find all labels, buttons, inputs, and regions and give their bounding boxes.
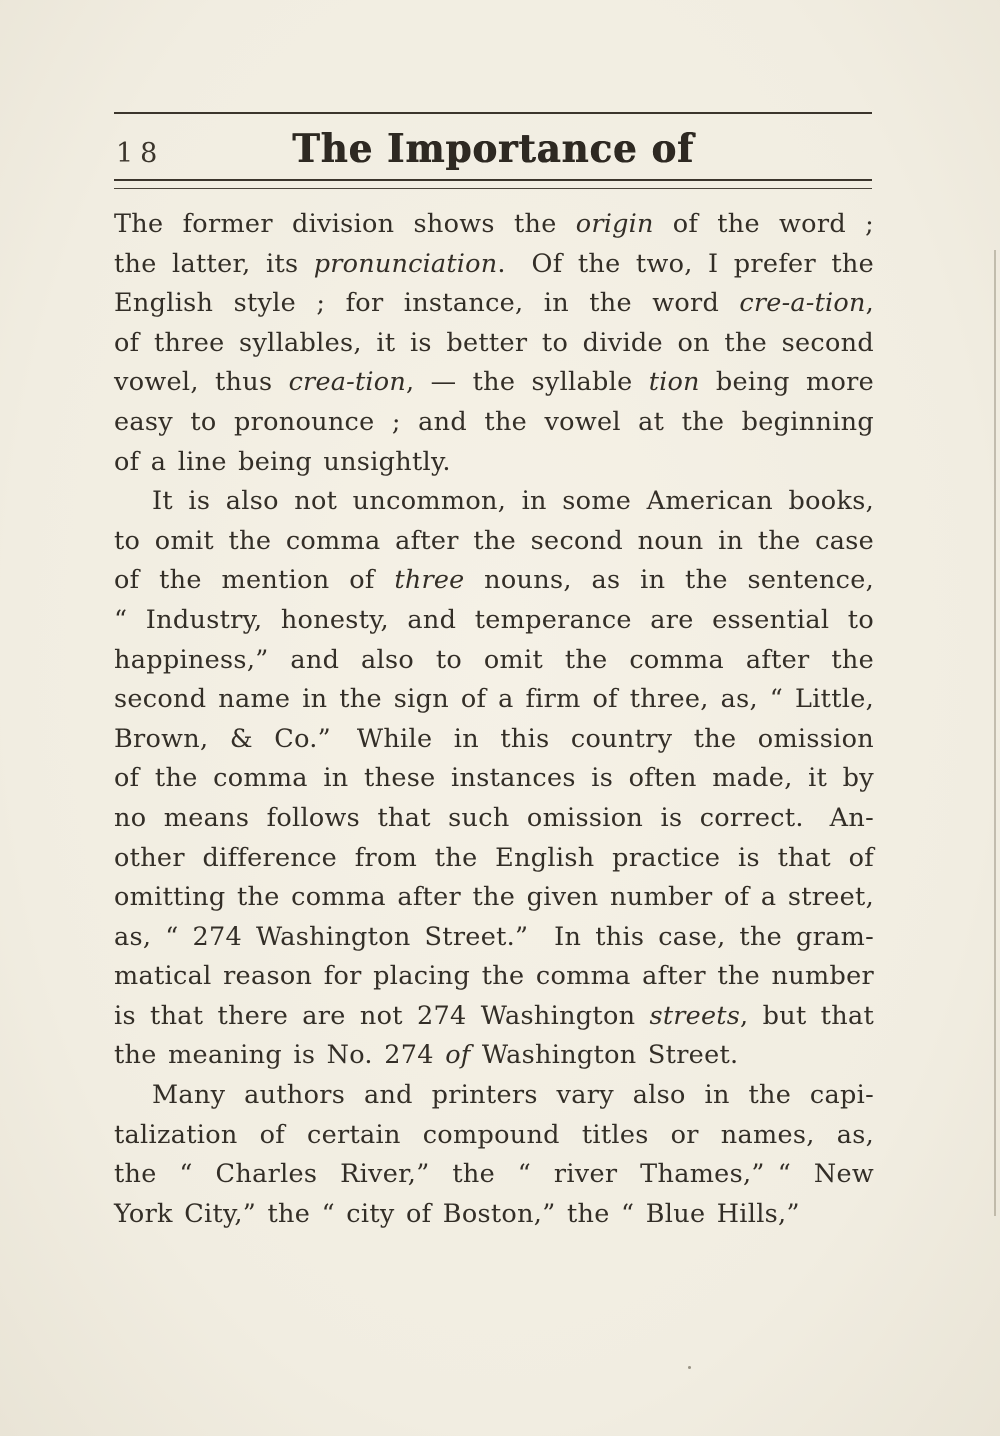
text-segment: York City,” the “ city of Boston,” the “ Blue Hills,”	[114, 1198, 800, 1229]
text-line	[114, 799, 874, 839]
text-segment: , but that	[740, 1000, 874, 1031]
text-segment: the latter, its	[114, 248, 314, 279]
text-line	[114, 918, 874, 958]
text-line	[114, 720, 874, 760]
text-segment: the meaning is No. 274	[114, 1040, 446, 1071]
text-line	[114, 403, 874, 443]
text-line	[114, 997, 874, 1037]
text-segment: talization of certain compound titles or names, as,	[114, 1119, 874, 1150]
text-segment: no means follows that such omission is correct. An-	[114, 802, 874, 833]
text-segment: The former division shows the	[114, 209, 576, 239]
header-bottom-rule	[114, 179, 872, 189]
text-segment: omitting the comma after the given number of a street,	[114, 882, 874, 913]
text-line	[114, 680, 874, 720]
text-segment: ,	[865, 288, 874, 319]
text-segment: English style ; for instance, in the word	[114, 288, 740, 319]
text-segment: vowel, thus	[114, 367, 289, 398]
text-line	[114, 759, 874, 799]
text-line	[114, 363, 874, 403]
text-segment: of the comma in these instances is often made, it by	[114, 763, 874, 794]
italic-text-segment: tion	[648, 367, 700, 398]
italic-text-segment: three	[394, 565, 465, 596]
text-segment: of a line being unsightly.	[114, 446, 451, 477]
text-segment: “ Industry, honesty, and temperance are essential to	[114, 604, 874, 635]
page-header	[114, 124, 872, 176]
italic-text-segment: streets	[649, 1000, 740, 1031]
scan-artifact-speck	[688, 1366, 691, 1369]
text-line	[114, 1195, 874, 1235]
running-title: The Importance of	[292, 124, 694, 172]
paragraph	[114, 482, 874, 1076]
text-segment: other difference from the English practice is that of	[114, 842, 874, 873]
text-line	[114, 1155, 874, 1195]
text-line	[114, 522, 874, 562]
text-segment: happiness,” and also to omit the comma after the	[114, 644, 874, 675]
text-line	[114, 482, 874, 522]
text-line	[114, 641, 874, 681]
text-line	[114, 839, 874, 879]
text-segment: of three syllables, it is better to divide on the second	[114, 327, 874, 358]
text-line	[114, 324, 874, 364]
page-body	[114, 205, 874, 1234]
text-line	[114, 601, 874, 641]
text-segment: matical reason for placing the comma after the number	[114, 961, 874, 992]
text-segment: second name in the sign of a firm of three, as, “ Little,	[114, 684, 874, 715]
text-line	[114, 205, 874, 245]
text-line	[114, 1076, 874, 1116]
italic-text-segment: origin	[575, 209, 654, 239]
text-line	[114, 443, 874, 483]
text-segment: Washington Street.	[470, 1040, 739, 1071]
text-line	[114, 1116, 874, 1156]
page-number: 18	[116, 138, 165, 169]
text-segment: the “ Charles River,” the “ river Thames,” “ New	[114, 1159, 874, 1190]
text-line	[114, 1036, 874, 1076]
text-segment: is that there are not 274 Washington	[114, 1000, 650, 1031]
italic-text-segment: cre-a-tion	[739, 288, 866, 319]
text-line	[114, 561, 874, 601]
text-segment: of the word ;	[653, 209, 874, 239]
text-segment: Many authors and printers vary also in the capi-	[152, 1080, 874, 1111]
text-line	[114, 284, 874, 324]
paragraph	[114, 1076, 874, 1234]
text-segment: It is also not uncommon, in some American books,	[152, 486, 874, 517]
text-line	[114, 957, 874, 997]
text-segment: to omit the comma after the second noun in the case	[114, 525, 874, 556]
text-line	[114, 245, 874, 285]
italic-text-segment: of	[445, 1040, 471, 1071]
text-segment: , — the syllable	[405, 367, 649, 398]
text-segment: . Of the two, I prefer the	[497, 248, 874, 279]
paragraph	[114, 205, 874, 482]
text-line	[114, 878, 874, 918]
text-segment: nouns, as in the sentence,	[464, 565, 874, 596]
text-segment: of the mention of	[114, 565, 395, 596]
scan-page-edge	[994, 250, 996, 1216]
italic-text-segment: pronunciation	[313, 248, 498, 279]
text-segment: being more	[699, 367, 874, 398]
text-segment: as, “ 274 Washington Street.” In this case, the gram-	[114, 921, 874, 952]
text-segment: easy to pronounce ; and the vowel at the beginning	[114, 406, 874, 437]
text-segment: Brown, & Co.” While in this country the omission	[114, 723, 874, 754]
header-top-rule	[114, 112, 872, 114]
italic-text-segment: crea-tion	[288, 367, 406, 398]
